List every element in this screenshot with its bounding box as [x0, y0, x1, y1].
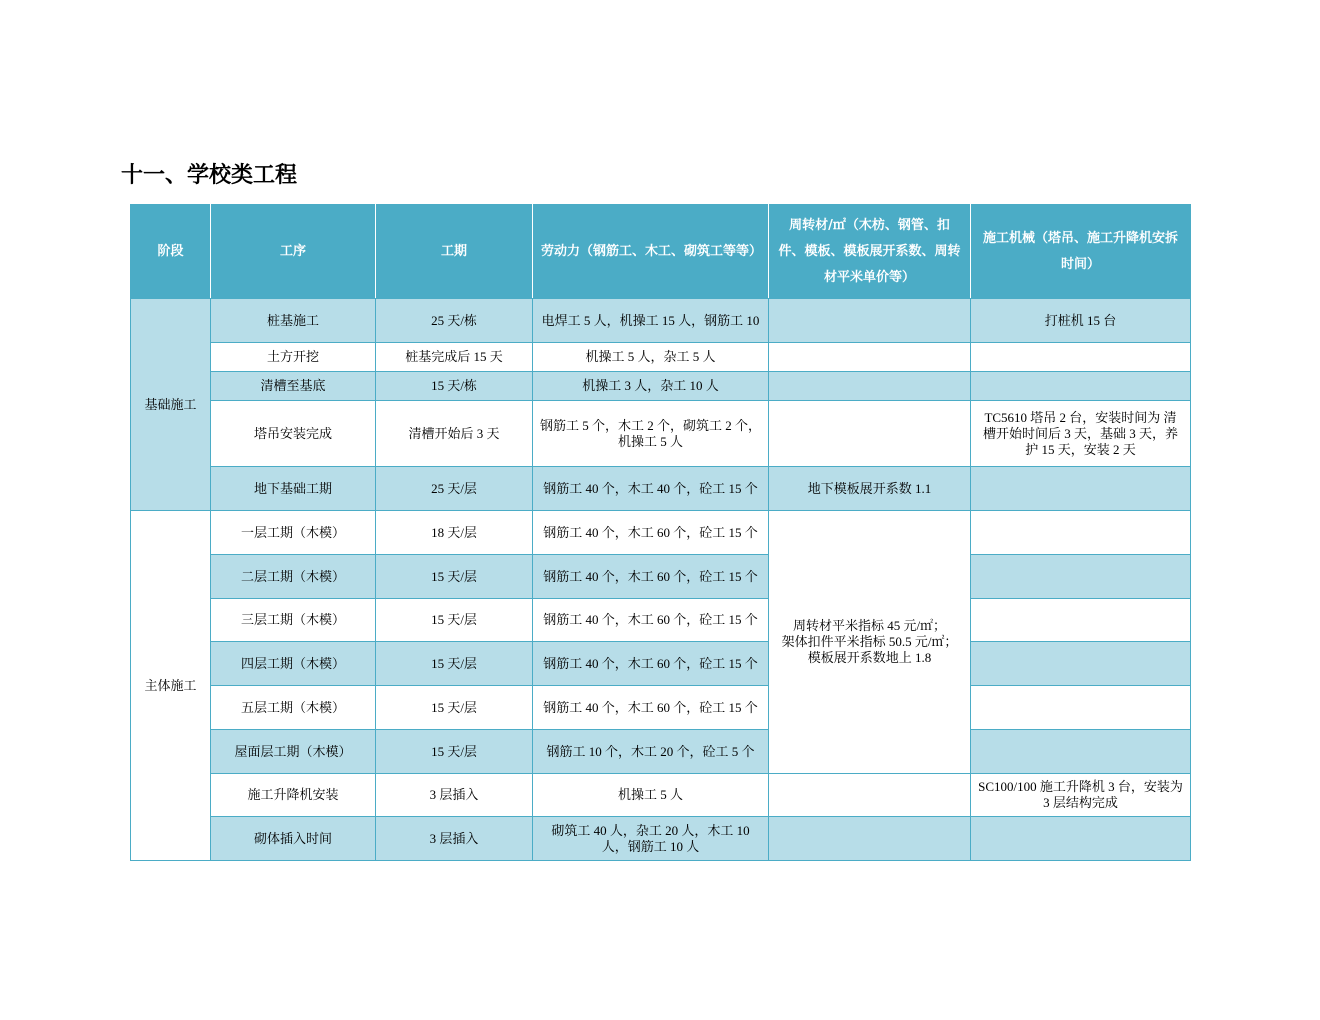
cell-material [769, 299, 971, 343]
table-row [131, 555, 1191, 599]
table-row [131, 401, 1191, 467]
cell-machinery [971, 511, 1191, 555]
cell-duration: 15 天/层 [376, 555, 533, 599]
cell-material [769, 343, 971, 372]
cell-labor: 钢筋工 40 个，木工 60 个，砼工 15 个 [533, 599, 769, 642]
cell-duration: 15 天/层 [376, 730, 533, 774]
material-line: 周转材平米指标 45 元/㎡； [792, 618, 947, 633]
header-material: 周转材/㎡（木枋、钢管、扣件、模板、模板展开系数、周转材平米单价等） [769, 205, 971, 299]
cell-machinery: TC5610 塔吊 2 台，安装时间为 清槽开始时间后 3 天，基础 3 天，养护 15 天，安装 2 天 [971, 401, 1191, 467]
cell-machinery [971, 599, 1191, 642]
cell-labor: 钢筋工 40 个，木工 60 个，砼工 15 个 [533, 555, 769, 599]
cell-machinery [971, 642, 1191, 686]
cell-machinery [971, 817, 1191, 861]
material-line: 模板展开系数地上 1.8 [807, 650, 932, 665]
material-line: 架体扣件平米指标 50.5 元/㎡； [781, 634, 958, 649]
cell-material [769, 817, 971, 861]
cell-process: 屋面层工期（木模） [211, 730, 376, 774]
table-row [131, 511, 1191, 555]
cell-material [769, 401, 971, 467]
cell-process: 土方开挖 [211, 343, 376, 372]
cell-process: 四层工期（木模） [211, 642, 376, 686]
cell-machinery: SC100/100 施工升降机 3 台，安装为 3 层结构完成 [971, 774, 1191, 817]
cell-duration: 15 天/层 [376, 686, 533, 730]
cell-machinery [971, 730, 1191, 774]
cell-labor: 砌筑工 40 人，杂工 20 人，木工 10 人，钢筋工 10 人 [533, 817, 769, 861]
cell-labor: 钢筋工 40 个，木工 60 个，砼工 15 个 [533, 686, 769, 730]
cell-process: 二层工期（木模） [211, 555, 376, 599]
cell-duration: 25 天/层 [376, 467, 533, 511]
cell-labor: 机操工 5 人 [533, 774, 769, 817]
table-row [131, 467, 1191, 511]
construction-schedule-table [130, 204, 1191, 861]
cell-process: 塔吊安装完成 [211, 401, 376, 467]
cell-machinery: 打桩机 15 台 [971, 299, 1191, 343]
cell-material [769, 372, 971, 401]
cell-material: 地下模板展开系数 1.1 [769, 467, 971, 511]
header-duration: 工期 [376, 205, 533, 299]
cell-stage-main-structure: 主体施工 [131, 511, 211, 861]
table-row [131, 299, 1191, 343]
cell-labor: 钢筋工 40 个，木工 40 个，砼工 15 个 [533, 467, 769, 511]
cell-duration: 15 天/栋 [376, 372, 533, 401]
cell-process: 砌体插入时间 [211, 817, 376, 861]
cell-labor: 电焊工 5 人，机操工 15 人，钢筋工 10 [533, 299, 769, 343]
cell-process: 一层工期（木模） [211, 511, 376, 555]
cell-duration: 3 层插入 [376, 774, 533, 817]
cell-labor: 钢筋工 40 个，木工 60 个，砼工 15 个 [533, 511, 769, 555]
cell-process: 五层工期（木模） [211, 686, 376, 730]
header-machinery: 施工机械（塔吊、施工升降机安拆时间） [971, 205, 1191, 299]
cell-duration: 25 天/栋 [376, 299, 533, 343]
cell-material [769, 774, 971, 817]
cell-labor: 机操工 3 人，杂工 10 人 [533, 372, 769, 401]
cell-process: 地下基础工期 [211, 467, 376, 511]
header-stage: 阶段 [131, 205, 211, 299]
cell-process: 清槽至基底 [211, 372, 376, 401]
cell-duration: 清槽开始后 3 天 [376, 401, 533, 467]
cell-duration: 3 层插入 [376, 817, 533, 861]
table-header-row [131, 205, 1191, 299]
page-title: 十一、学校类工程 [121, 163, 298, 188]
cell-labor: 机操工 5 人，杂工 5 人 [533, 343, 769, 372]
cell-labor: 钢筋工 10 个，木工 20 个，砼工 5 个 [533, 730, 769, 774]
table-row [131, 817, 1191, 861]
cell-material-main-structure [769, 511, 971, 774]
table-row [131, 599, 1191, 642]
header-labor: 劳动力（钢筋工、木工、砌筑工等等） [533, 205, 769, 299]
table-row [131, 730, 1191, 774]
table-row [131, 343, 1191, 372]
cell-process: 三层工期（木模） [211, 599, 376, 642]
cell-process: 桩基施工 [211, 299, 376, 343]
cell-stage-foundation: 基础施工 [131, 299, 211, 511]
cell-labor: 钢筋工 40 个，木工 60 个，砼工 15 个 [533, 642, 769, 686]
header-process: 工序 [211, 205, 376, 299]
cell-machinery [971, 343, 1191, 372]
cell-machinery [971, 555, 1191, 599]
cell-duration: 15 天/层 [376, 642, 533, 686]
cell-machinery [971, 686, 1191, 730]
table-row [131, 686, 1191, 730]
cell-duration: 桩基完成后 15 天 [376, 343, 533, 372]
table-row [131, 774, 1191, 817]
cell-machinery [971, 467, 1191, 511]
table-row [131, 372, 1191, 401]
cell-duration: 18 天/层 [376, 511, 533, 555]
cell-process: 施工升降机安装 [211, 774, 376, 817]
cell-labor: 钢筋工 5 个，木工 2 个，砌筑工 2 个，机操工 5 人 [533, 401, 769, 467]
table-row [131, 642, 1191, 686]
cell-duration: 15 天/层 [376, 599, 533, 642]
cell-machinery [971, 372, 1191, 401]
